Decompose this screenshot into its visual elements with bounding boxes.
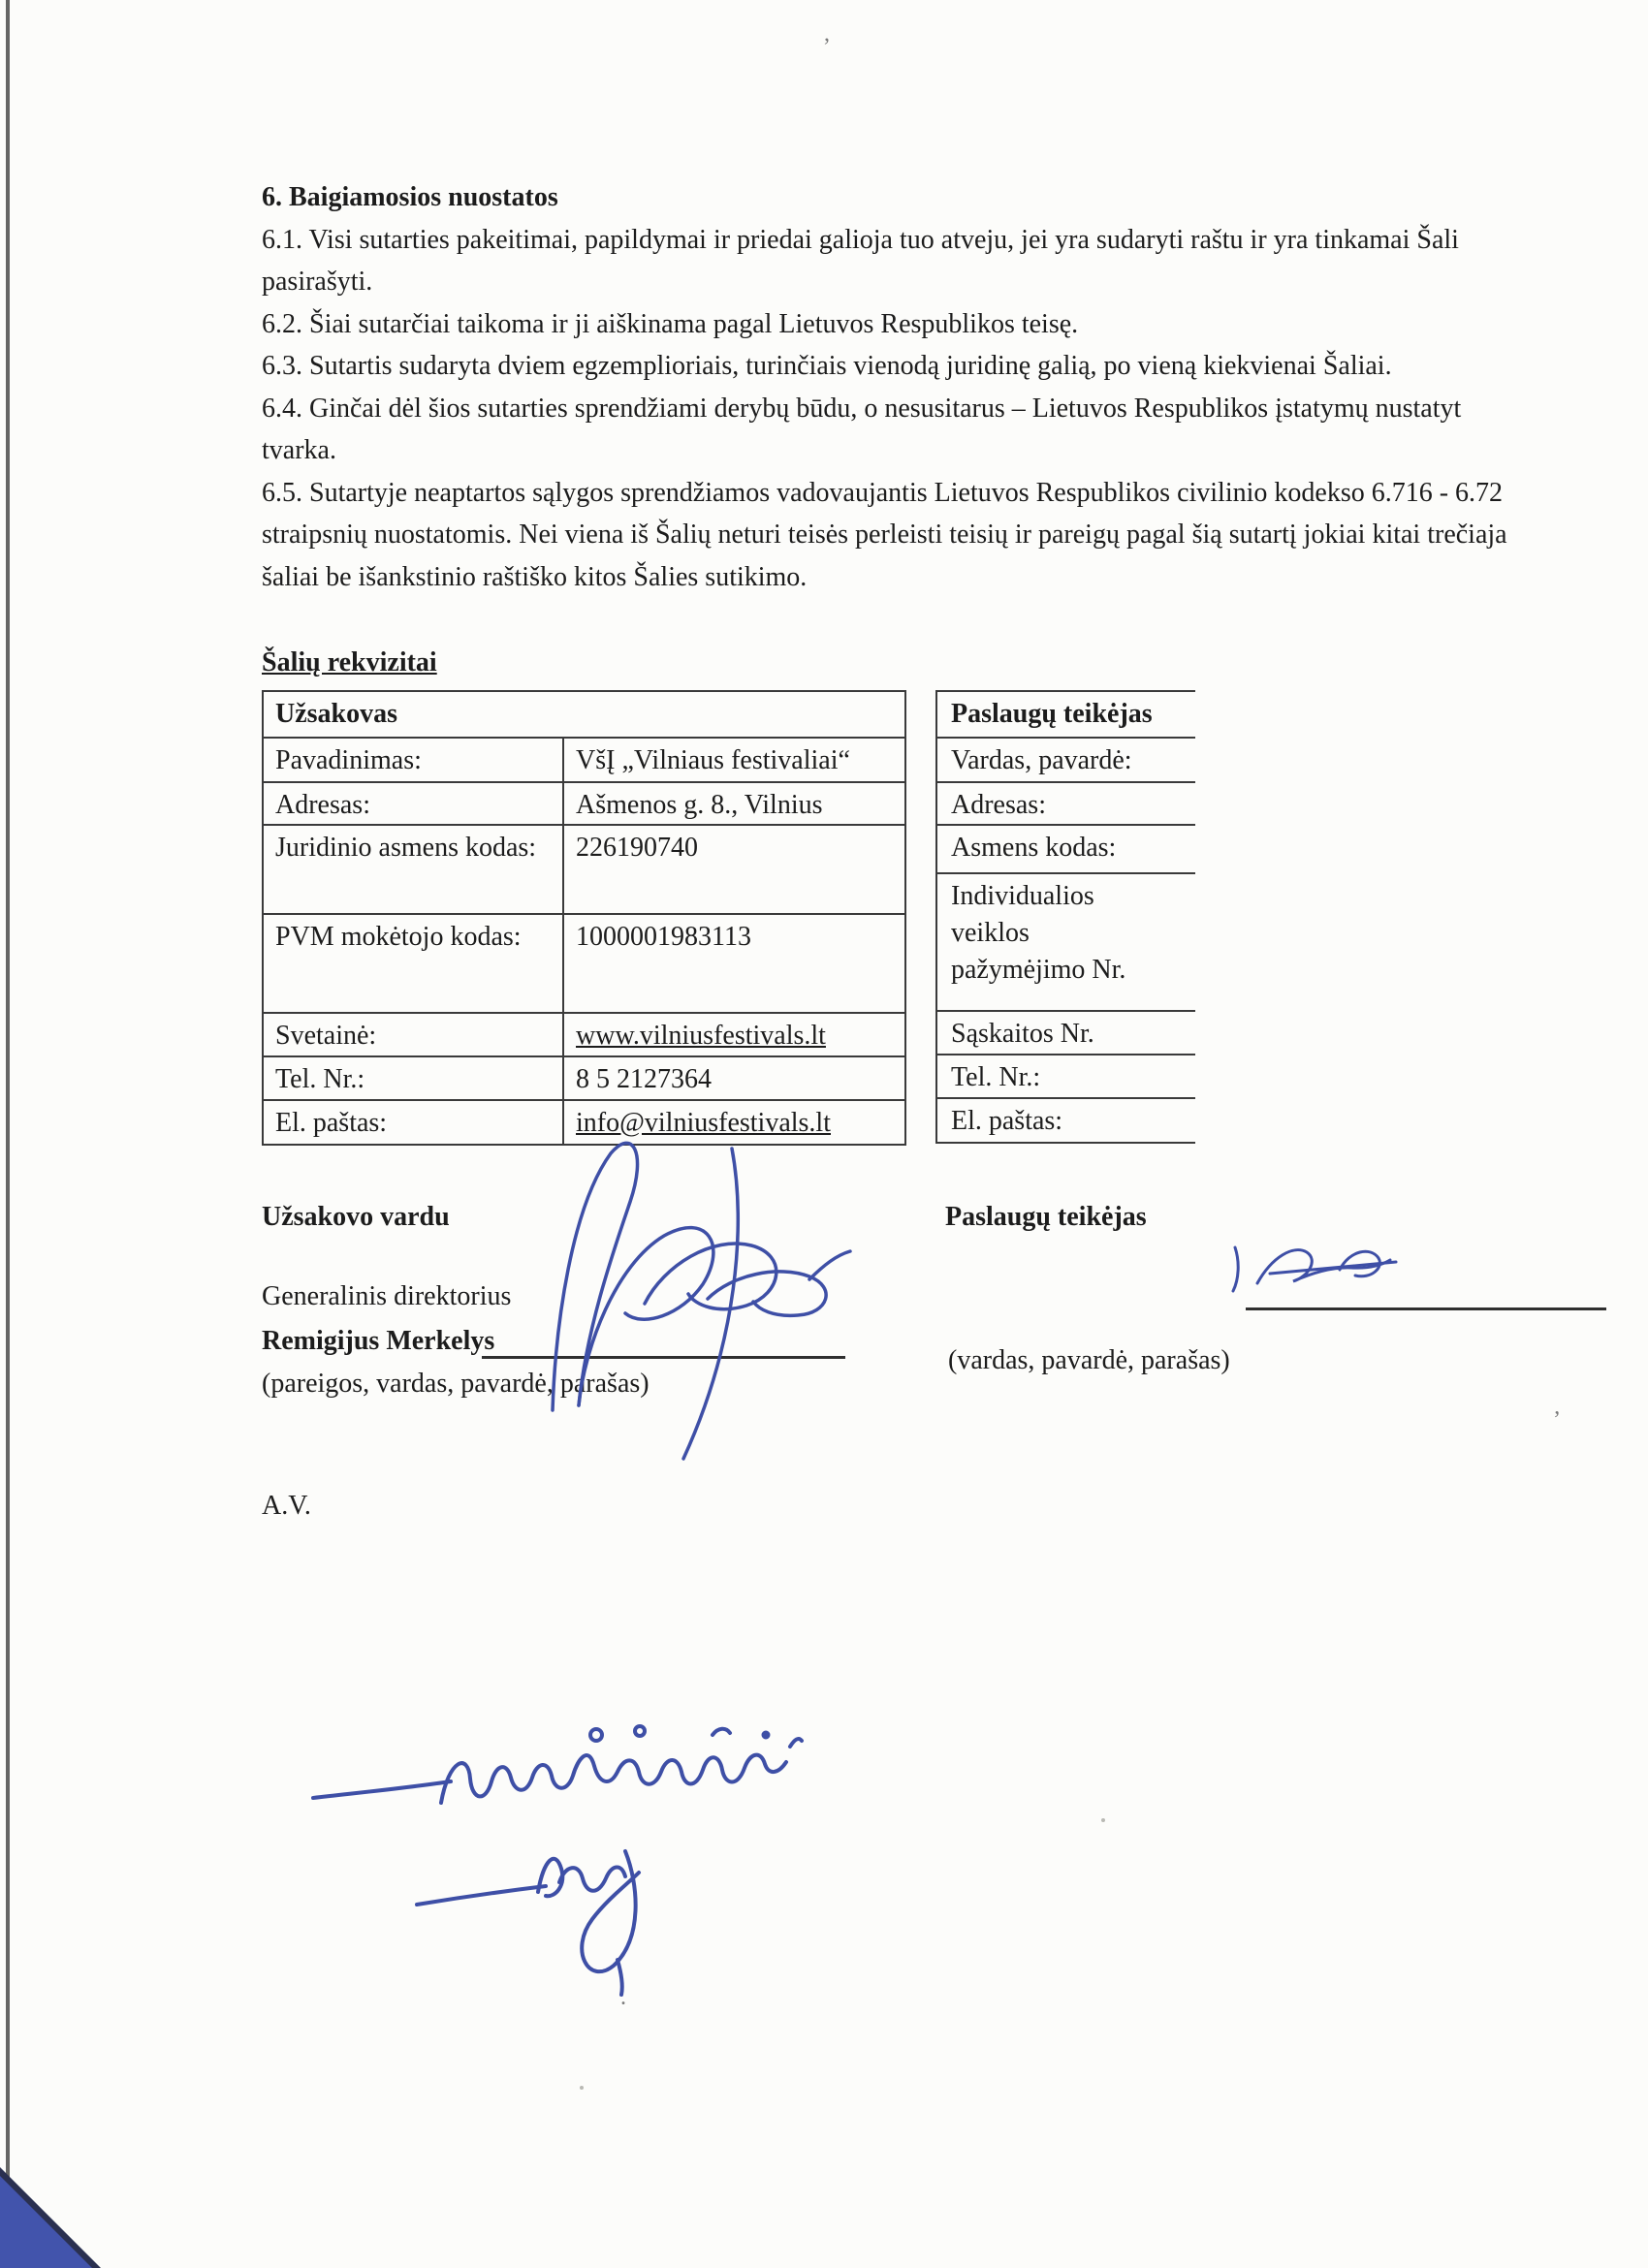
email-link-text: info@vilniusfestivals.lt	[576, 1108, 831, 1138]
provider-requisites-table	[935, 690, 1195, 1144]
row-label: El. paštas:	[264, 1101, 564, 1144]
ink-stroke	[313, 1781, 451, 1798]
table-row: El. paštas:	[937, 1099, 1195, 1144]
ink-stroke	[790, 1739, 802, 1747]
provider-table-header: Paslaugų teikėjas	[937, 692, 1195, 739]
signature-strokes	[553, 1143, 850, 1459]
client-requisites-table	[262, 690, 906, 1146]
ink-stroke	[417, 1886, 546, 1905]
table-row: Vardas, pavardė:	[937, 739, 1195, 783]
ink-stroke	[764, 1733, 769, 1738]
ink-stroke	[559, 1867, 625, 1890]
provider-signing-heading: Paslaugų teikėjas	[945, 1202, 1147, 1232]
row-label: Svetainė:	[264, 1014, 564, 1055]
ink-stroke	[1233, 1247, 1238, 1291]
clause-line: šaliai be išankstinio raštiško kitos Šalies sutikimo.	[262, 561, 808, 592]
table-row	[264, 692, 904, 737]
row-value: 226190740	[576, 833, 698, 863]
clause-line: 6.1. Visi sutarties pakeitimai, papildymai ir priedai galioja tuo atveju, jei yra sudaryti raštu ir yra tinkamai Šali	[262, 224, 1459, 255]
clause-line: 6.2. Šiai sutarčiai taikoma ir ji aiškinama pagal Lietuvos Respublikos teisę.	[262, 308, 1079, 339]
row-label: Individualios veiklos pažymėjimo Nr.	[951, 881, 1126, 985]
scan-edge-artifact	[6, 0, 10, 2268]
table-row: Asmens kodas:	[937, 826, 1195, 874]
row-label: Tel. Nr.:	[264, 1057, 564, 1099]
table-row	[264, 1055, 904, 1099]
requisites-heading: Šalių rekvizitai	[262, 647, 437, 677]
table-row	[264, 824, 904, 913]
scan-corner-fold	[0, 2176, 92, 2268]
row-value: VšĮ „Vilniaus festivaliai“	[576, 745, 850, 775]
table-row	[264, 737, 904, 781]
client-signature-caption: (pareigos, vardas, pavardė, parašas)	[262, 1369, 650, 1399]
provider-signature-caption: (vardas, pavardė, parašas)	[948, 1345, 1230, 1375]
section-title: 6. Baigiamosios nuostatos	[262, 182, 558, 212]
table-row: Adresas:	[937, 783, 1195, 826]
client-signing-heading: Užsakovo vardu	[262, 1202, 450, 1232]
scan-speck: ’	[1553, 1407, 1561, 1433]
scan-speck: ,	[824, 21, 830, 47]
ink-stroke	[683, 1149, 738, 1459]
clause-line: 6.4. Ginčai dėl šios sutarties sprendžiami derybų būdu, o nesusitarus – Lietuvos Respublikos įstatymų nustatyt	[262, 393, 1462, 424]
clause-line: straipsnių nuostatomis. Nei viena iš Šalių neturi teisės perleisti teisių ir pareigų pagal šią sutartį jokiai kitai trečiaja	[262, 520, 1507, 550]
signature-strokes	[1233, 1247, 1396, 1291]
table-row	[937, 874, 1195, 1012]
provider-signature-ink	[1223, 1223, 1427, 1320]
scan-speck	[580, 2086, 584, 2090]
clause-line: 6.3. Sutartis sudaryta dviem egzemplioriais, turinčiais vienodą juridinę galią, po vieną kiekvienai Šaliai.	[262, 351, 1392, 381]
row-label: Pavadinimas:	[264, 739, 564, 781]
table-row	[264, 1012, 904, 1055]
final-provisions-section	[262, 176, 1648, 598]
website-link-text: www.vilniusfestivals.lt	[576, 1021, 826, 1051]
signature-strokes	[313, 1726, 802, 1995]
table-row: Tel. Nr.:	[937, 1055, 1195, 1099]
handwritten-name-ink	[305, 1706, 829, 1997]
client-signature-ink	[528, 1119, 877, 1468]
clause-line: tvarka.	[262, 435, 336, 465]
stamp-mark: A.V.	[262, 1491, 311, 1521]
row-label: PVM mokėtojo kodas:	[264, 915, 564, 1012]
ink-stroke	[538, 1859, 562, 1896]
ink-stroke	[713, 1729, 730, 1735]
signatory-name: Remigijus Merkelys	[262, 1326, 495, 1356]
clause-line: 6.5. Sutartyje neaptartos sąlygos sprendžiamos vadovaujantis Lietuvos Respublikos civilinio kodekso 6.716 - 6.72	[262, 477, 1504, 508]
ink-stroke	[441, 1755, 786, 1803]
ink-stroke	[590, 1729, 602, 1741]
client-table-header: Užsakovas	[275, 699, 398, 729]
row-label: Adresas:	[264, 783, 564, 824]
scan-speck	[1101, 1818, 1105, 1822]
row-value: 1000001983113	[576, 922, 751, 952]
row-value: 8 5 2127364	[576, 1064, 712, 1094]
ink-stroke	[635, 1726, 645, 1736]
table-row	[264, 781, 904, 824]
clause-line: pasirašyti.	[262, 267, 373, 297]
signatory-position: Generalinis direktorius	[262, 1281, 512, 1311]
table-row: Sąskaitos Nr.	[937, 1012, 1195, 1055]
row-value: Ašmenos g. 8., Vilnius	[576, 790, 823, 820]
ink-stroke	[645, 1244, 776, 1309]
ink-stroke	[809, 1251, 850, 1279]
ink-stroke	[1257, 1250, 1390, 1283]
row-label: Juridinio asmens kodas:	[264, 826, 564, 913]
scan-speck: .	[620, 1985, 626, 2010]
table-row	[264, 913, 904, 1012]
